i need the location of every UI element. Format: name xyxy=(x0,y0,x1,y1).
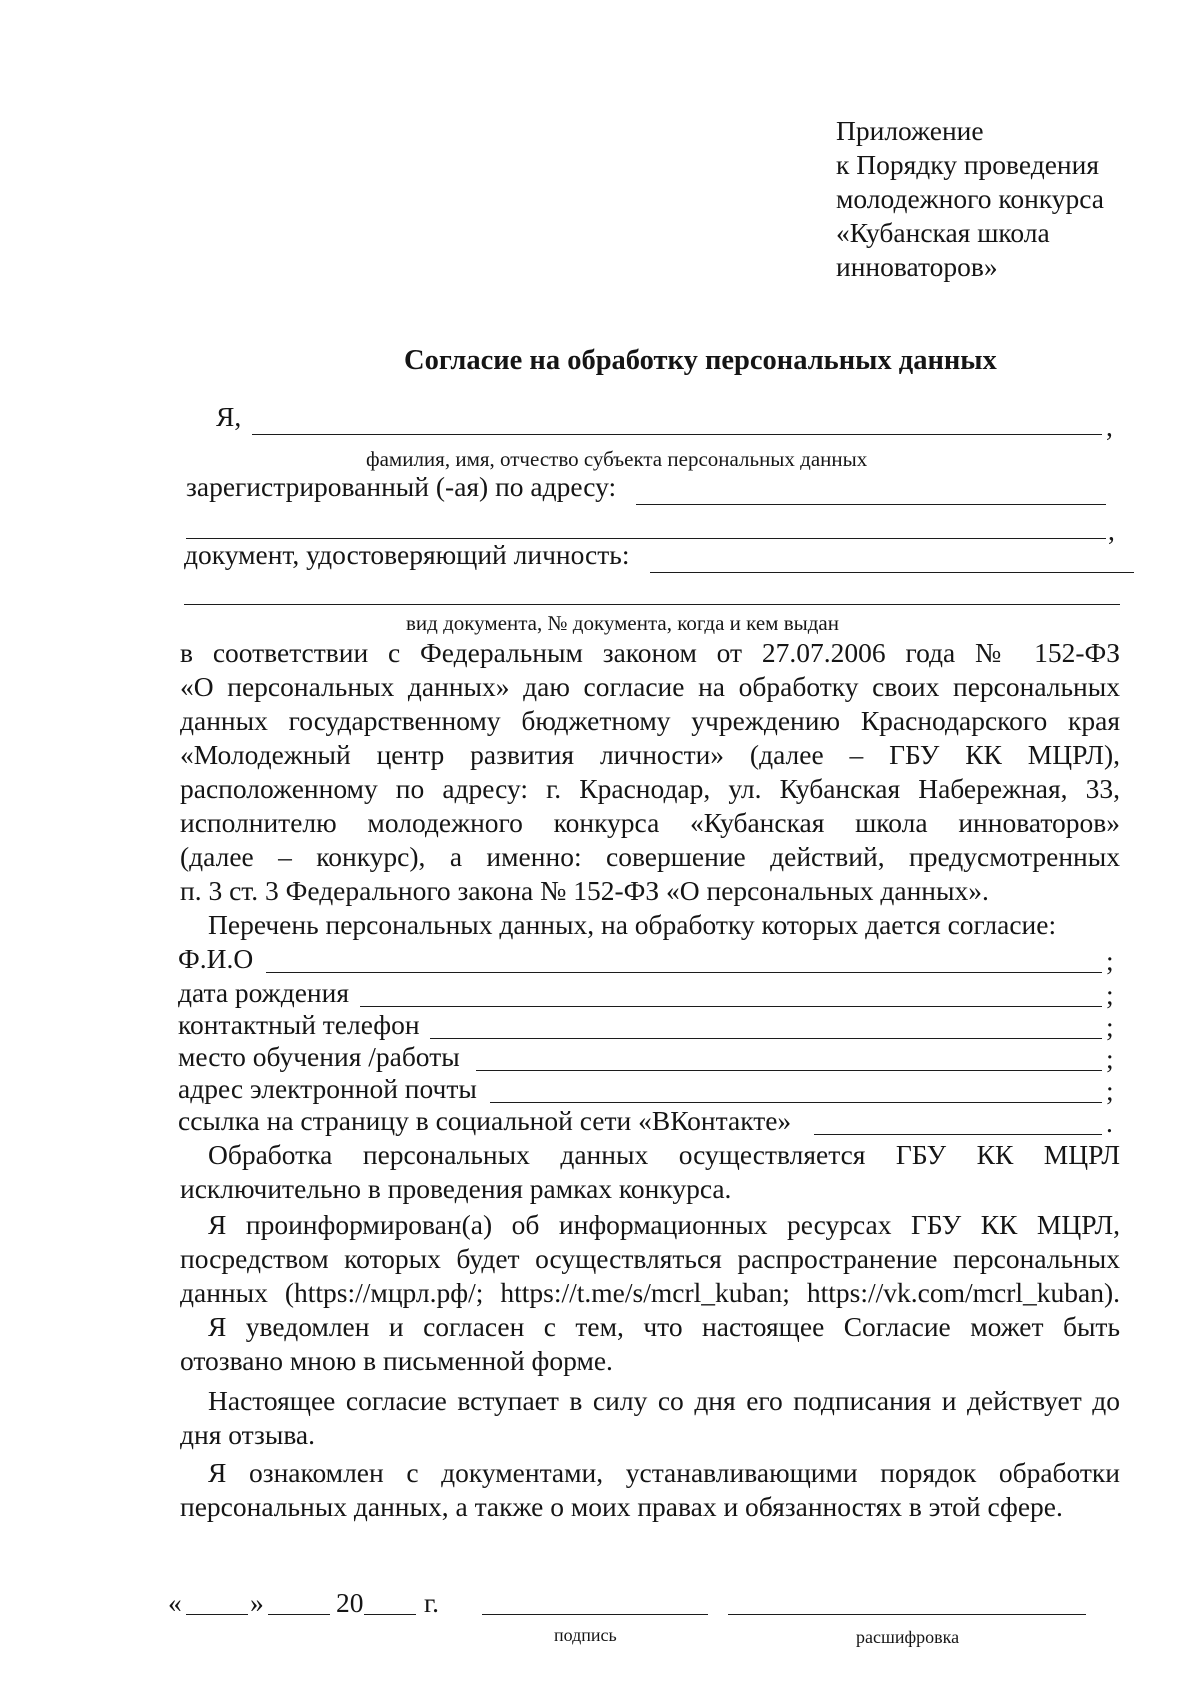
paragraph-line: (далее – конкурс), а именно: совершение действий, предусмотренных xyxy=(180,841,1120,872)
field-label: контактный телефон xyxy=(178,1009,420,1040)
field-fill-line xyxy=(360,1006,1102,1007)
subject-prefix: Я, xyxy=(216,401,242,432)
paragraph-line: персональных данных, а также о моих правах и обязанностях в этой сфере. xyxy=(180,1491,1063,1522)
signature-fill-line xyxy=(482,1614,708,1615)
field-label: ссылка на страницу в социальной сети «ВКонтакте» xyxy=(178,1105,792,1136)
field-end-mark: ; xyxy=(1106,1043,1114,1074)
appendix-line: молодежного конкурса xyxy=(836,183,1105,214)
paragraph-line: исключительно в проведения рамках конкурса. xyxy=(180,1173,732,1204)
paragraph-line: Я ознакомлен с документами, устанавливающими порядок обработки xyxy=(208,1457,1120,1488)
paragraph-line: дня отзыва. xyxy=(180,1419,316,1450)
paragraph-line: в соответствии с Федеральным законом от 27.07.2006 года № 152-ФЗ xyxy=(180,637,1120,668)
paragraph-line: Настоящее согласие вступает в силу со дня его подписания и действует до xyxy=(208,1385,1120,1416)
document-fill-line-2 xyxy=(184,604,1120,605)
appendix-line: «Кубанская школа xyxy=(836,217,1050,248)
field-end-mark: ; xyxy=(1106,1075,1114,1106)
document-title: Согласие на обработку персональных данных xyxy=(404,345,997,376)
paragraph-line: «Молодежный центр развития личности» (далее – ГБУ КК МЦРЛ), xyxy=(180,739,1120,770)
field-label: дата рождения xyxy=(178,977,350,1008)
paragraph-line: Я уведомлен и согласен с тем, что настоящее Согласие может быть xyxy=(208,1311,1120,1342)
field-fill-line xyxy=(490,1102,1102,1103)
fio-comma: , xyxy=(1106,411,1113,442)
year-fill-line xyxy=(364,1614,416,1615)
field-label: адрес электронной почты xyxy=(178,1073,477,1104)
field-fill-line xyxy=(476,1070,1102,1071)
paragraph-line: данных (https://мцрл.рф/; https://t.me/s/mcrl_kuban; https://vk.com/mcrl_kuban). xyxy=(180,1277,1120,1308)
appendix-line: инноваторов» xyxy=(836,251,998,282)
fio-caption: фамилия, имя, отчество субъекта персональных данных xyxy=(366,447,868,471)
address-fill-line xyxy=(636,504,1106,505)
paragraph-line: расположенному по адресу: г. Краснодар, ул. Кубанская Набережная, 33, xyxy=(180,773,1120,804)
date-close-quote: » xyxy=(250,1587,264,1618)
fio-fill-line xyxy=(252,434,1102,435)
signature-caption: подпись xyxy=(554,1625,617,1645)
paragraph-line: Обработка персональных данных осуществляется ГБУ КК МЦРЛ xyxy=(208,1139,1120,1170)
document-caption: вид документа, № документа, когда и кем выдан xyxy=(406,611,839,635)
field-end-mark: ; xyxy=(1106,1011,1114,1042)
document-fill-line xyxy=(650,572,1134,573)
paragraph-line: п. 3 ст. 3 Федерального закона № 152-ФЗ «О персональных данных». xyxy=(180,875,989,906)
day-fill-line xyxy=(186,1614,248,1615)
date-open-quote: « xyxy=(168,1587,182,1618)
data-list-intro: Перечень персональных данных, на обработку которых дается согласие: xyxy=(208,909,1057,940)
paragraph-line: «О персональных данных» даю согласие на обработку своих персональных xyxy=(180,671,1120,702)
field-label: место обучения /работы xyxy=(178,1041,460,1072)
paragraph-line: данных государственному бюджетному учреждению Краснодарского края xyxy=(180,705,1120,736)
document-label: документ, удостоверяющий личность: xyxy=(184,539,630,570)
year-prefix: 20 xyxy=(336,1587,364,1618)
paragraph-line: Я проинформирован(а) об информационных ресурсах ГБУ КК МЦРЛ, xyxy=(208,1209,1120,1240)
paragraph-line: отозвано мною в письменной форме. xyxy=(180,1345,613,1376)
field-end-mark: ; xyxy=(1106,945,1114,976)
address-comma: , xyxy=(1108,515,1115,546)
year-suffix: г. xyxy=(424,1587,440,1618)
field-fill-line xyxy=(266,972,1102,973)
appendix-line: к Порядку проведения xyxy=(836,149,1099,180)
paragraph-line: посредством которых будет осуществляться распространение персональных xyxy=(180,1243,1120,1274)
field-end-mark: ; xyxy=(1106,979,1114,1010)
address-label: зарегистрированный (-ая) по адресу: xyxy=(186,471,617,502)
paragraph-line: исполнителю молодежного конкурса «Кубанская школа инноваторов» xyxy=(180,807,1120,838)
field-label: Ф.И.О xyxy=(178,943,254,974)
month-fill-line xyxy=(268,1614,330,1615)
field-fill-line xyxy=(814,1134,1102,1135)
decode-fill-line xyxy=(728,1614,1086,1615)
field-fill-line xyxy=(430,1038,1102,1039)
appendix-line: Приложение xyxy=(836,115,984,146)
field-end-mark: . xyxy=(1106,1107,1113,1138)
decode-caption: расшифровка xyxy=(856,1627,960,1647)
